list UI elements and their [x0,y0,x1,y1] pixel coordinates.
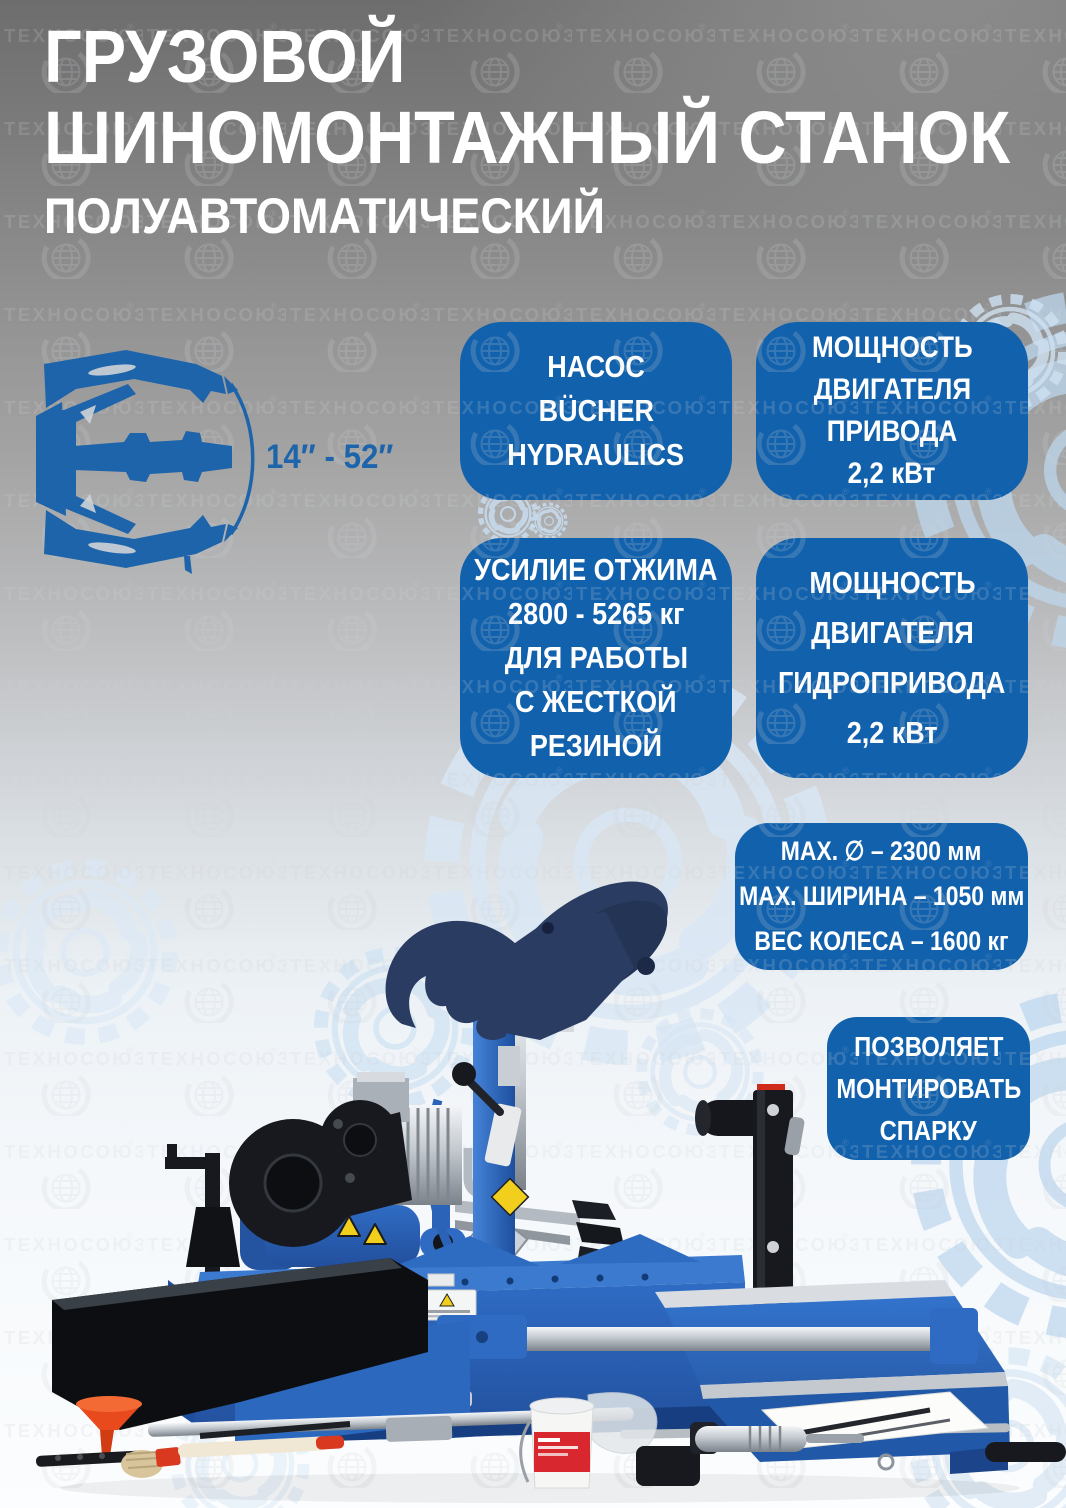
spec-line: 2,2 кВт [848,457,936,490]
spec-line: УСИЛИЕ ОТЖИМА [474,552,718,587]
spec-line: ВЕС КОЛЕСА – 1600 кг [754,926,1009,956]
spec-line: МОЩНОСТЬ [808,565,976,600]
clamp-range-label: 14″ - 52″ [266,438,394,476]
spec-line: ПРИВОДА [826,415,958,448]
spec-line: BÜCHER [538,393,654,428]
spec-line: РЕЗИНОЙ [529,728,663,763]
spec-line: ДВИГАТЕЛЯ [810,615,974,650]
spec-line: ДЛЯ РАБОТЫ [504,640,688,675]
page-title [44,16,1066,245]
spec-line: С ЖЕСТКОЙ [515,684,677,719]
spec-line: ГИДРОПРИВОДА [778,665,1006,700]
spec-line: ПОЗВОЛЯЕТ [853,1030,1004,1062]
title-line-2: ШИНОМОНТАЖНЫЙ СТАНОК [44,96,1011,179]
title-line-3: ПОЛУАВТОМАТИЧЕСКИЙ [44,188,605,244]
spec-line: 2800 - 5265 кг [507,596,685,631]
spec-line: НАСОС [547,349,645,384]
tire-changer-machine-photo [0,848,1066,1508]
spec-line: 2,2 кВт [846,715,938,750]
mount-demount-head [386,856,689,1040]
spec-line: ДВИГАТЕЛЯ [813,373,971,406]
spec-line: MAX. ШИРИНА – 1050 мм [738,881,1025,911]
spec-line: MAX. ∅ – 2300 мм [781,836,982,866]
spec-line: СПАРКУ [879,1114,978,1146]
spec-line: HYDRAULICS [507,437,685,472]
spec-line: МОНТИРОВАТЬ [836,1072,1021,1104]
title-line-1: ГРУЗОВОЙ [44,15,406,98]
clamp-range-icon [34,348,286,586]
spec-line: МОЩНОСТЬ [811,331,973,364]
bead-breaker-control [165,1144,240,1273]
